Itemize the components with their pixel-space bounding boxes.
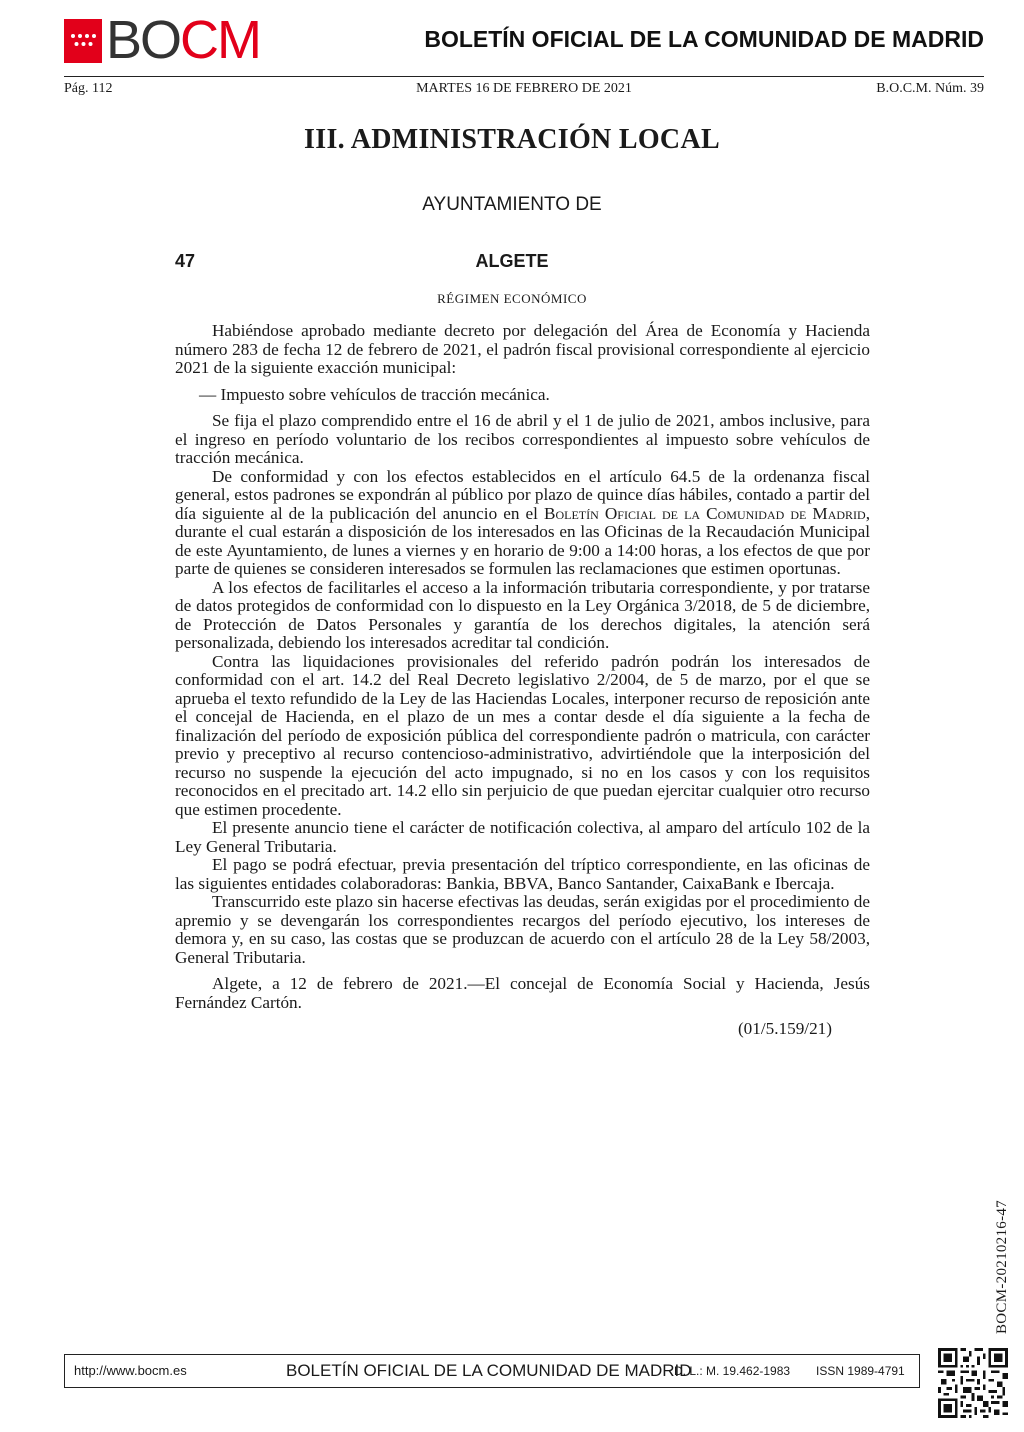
logo-cm: CM [180, 10, 261, 70]
header-divider [64, 76, 984, 77]
document-code-vertical: BOCM-20210216-47 [994, 1200, 1010, 1334]
issue-date: MARTES 16 DE FEBRERO DE 2021 [416, 81, 632, 96]
page-number: Pág. 112 [64, 81, 113, 96]
organization-name: ALGETE [475, 251, 549, 271]
section-title: III. ADMINISTRACIÓN LOCAL [304, 124, 720, 155]
footer-bar [64, 1354, 920, 1388]
signature: Algete, a 12 de febrero de 2021.—El concejal de Economía Social y Hacienda, Jesús Fernández Cartón. [175, 974, 870, 1012]
bocm-logo [64, 10, 261, 70]
paragraph-8: Transcurrido este plazo sin hacerse efectivas las deudas, serán exigidas por el procedimiento de apremio y se devengarán los correspondientes recargos del período ejecutivo, los intereses de demora y, en su caso, las costas que se produzcan de acuerdo con el artículo 28 de la Ley 58/2003, General Tributaria. [175, 892, 870, 967]
entry-number: 47 [175, 251, 196, 271]
paragraph-3 [175, 468, 870, 579]
footer-title: BOLETÍN OFICIAL DE LA COMUNIDAD DE MADRID [286, 1361, 692, 1380]
logo-bo: BO [106, 10, 181, 70]
issn: ISSN 1989-4791 [816, 1364, 905, 1378]
stars-icon [64, 19, 102, 63]
reference-code: (01/5.159/21) [737, 1019, 832, 1038]
paragraph-5: Contra las liquidaciones provisionales del referido padrón podrán los interesados de conformidad con el art. 14.2 del Real Decreto legislativo 2/2004, de 5 de marzo, por el que se aprueba el texto refundido de la Ley de las Haciendas Locales, interponer recurso de reposición ante el concejal de Hacienda, en el plazo de un mes a contar desde el día siguiente a la fecha de finalización del período de exposición pública del correspondiente padrón o matricula, con carácter previo y preceptivo al recurso contencioso-administrativo, advirtiéndole que la interposición del recurso no suspende la ejecución del acto impugnado, si no en los casos y con los requisitos reconocidos en el precitado art. 14.2 ello sin perjuicio de que puedan ejercitar cualquier otro recurso que estimen procedente. [175, 651, 870, 819]
paragraph-4: A los efectos de facilitarles el acceso a la información tributaria correspondiente, y por tratarse de datos protegidos de conformidad con lo dispuesto en la Ley Orgánica 3/2018, de 5 de diciembre, de Protección de Datos Personales y garantía de los derechos digitales, la atención será personalizada, debiendo los interesados acreditar tal condición. [175, 577, 870, 652]
paragraph-6: El presente anuncio tiene el carácter de notificación colectiva, al amparo del artículo 102 de la Ley General Tributaria. [175, 818, 870, 856]
footer-url-link[interactable]: http://www.bocm.es [74, 1363, 187, 1378]
announcement-subject: RÉGIMEN ECONÓMICO [437, 291, 587, 306]
madrid-stars-emblem [64, 19, 102, 63]
gazette-name-small-caps: Boletín Oficial de la Comunidad de Madrid [544, 503, 866, 523]
paragraph-1: Habiéndose aprobado mediante decreto por delegación del Área de Economía y Hacienda número 283 de fecha 12 de febrero de 2021, el padrón fiscal provisional correspondiente al ejercicio 2021 de la siguiente exacción municipal: [175, 321, 870, 377]
logo-wordmark [106, 8, 260, 72]
paragraph-3-part-a: De conformidad y con los efectos establecidos en el artículo 64.5 de la ordenanza fiscal general, estos padrones se expondrán al público por plazo de quince días hábiles, contado a partir del día siguiente al de la publicación del anuncio en el [175, 466, 870, 523]
header-meta-row [64, 81, 984, 99]
tax-list-item: — Impuesto sobre vehículos de tracción mecánica. [199, 384, 550, 404]
issue-number: B.O.C.M. Núm. 39 [876, 81, 984, 96]
paragraph-2: Se fija el plazo comprendido entre el 16 de abril y el 1 de julio de 2021, ambos inclusive, para el ingreso en período voluntario de los recibos correspondientes al impuesto sobre vehículos de tracción mecánica. [175, 411, 870, 467]
organization-prefix: AYUNTAMIENTO DE [422, 194, 602, 215]
announcement-body [175, 322, 870, 1039]
legal-deposit: D. L.: M. 19.462-1983 [674, 1364, 791, 1378]
paragraph-3-part-b: , durante el cual estarán a disposición de los interesados en las Oficinas de la Recaudación Municipal de este Ayuntamiento, de lunes a viernes y en horario de 9:00 a 14:00 horas, a los efectos de que por parte de quienes se consideren interesados se formulen las reclamaciones que estimen oportunas. [175, 503, 870, 578]
paragraph-7: El pago se podrá efectuar, previa presentación del tríptico correspondiente, en las oficinas de las siguientes entidades colaboradoras: Bankia, BBVA, Banco Santander, CaixaBank e Ibercaja. [175, 855, 870, 893]
qr-code-icon [938, 1348, 1008, 1418]
masthead-title: BOLETÍN OFICIAL DE LA COMUNIDAD DE MADRID [424, 26, 984, 52]
